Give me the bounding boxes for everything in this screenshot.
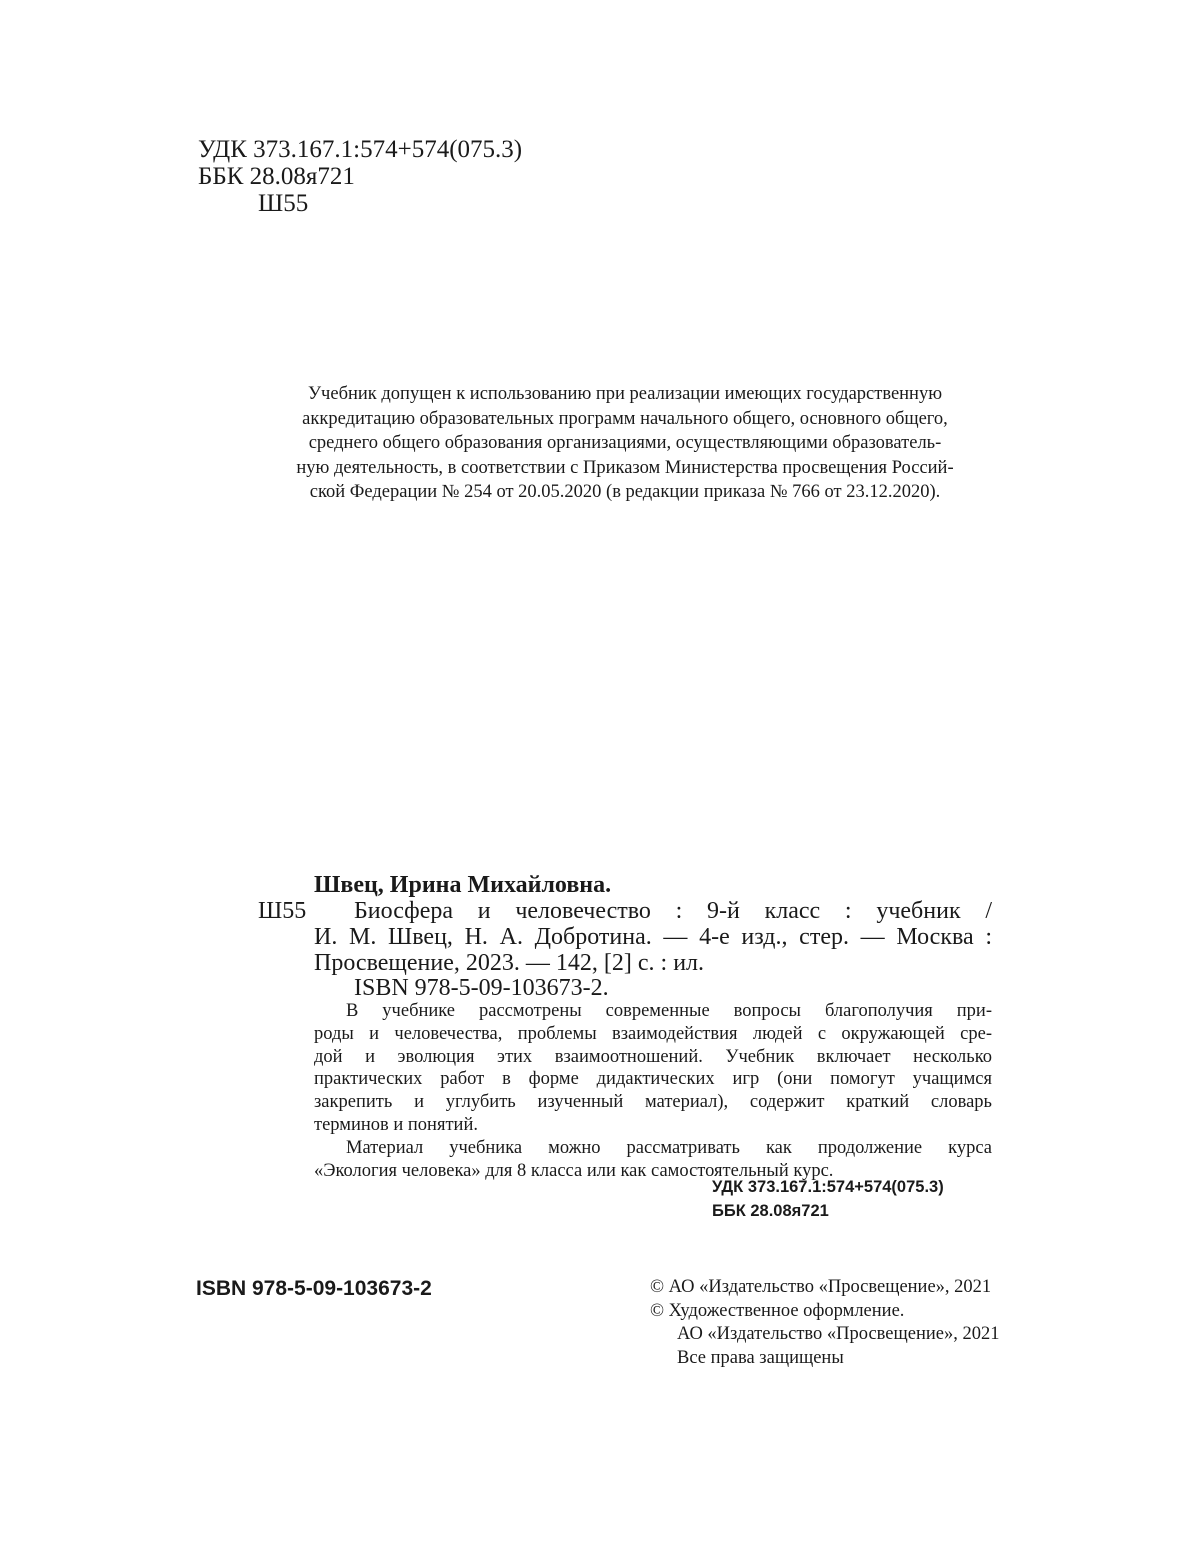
author-mark: Ш55: [258, 190, 309, 217]
annotation-line: практических работ в форме дидактических игр (они помогут учащимся: [314, 1069, 992, 1090]
record-isbn: ISBN 978-5-09-103673-2.: [354, 975, 609, 1001]
record-udc: УДК 373.167.1:574+574(075.3): [712, 1178, 944, 1196]
copyright-line: © АО «Издательство «Просвещение», 2021: [650, 1277, 992, 1297]
annotation-line: Материал учебника можно рассматривать как продолжение курса: [346, 1137, 992, 1158]
footer-isbn: ISBN 978-5-09-103673-2: [196, 1277, 432, 1300]
copyright-block: [650, 1276, 1000, 1370]
approval-line: ской Федерации № 254 от 20.05.2020 (в редакции приказа № 766 от 23.12.2020).: [309, 482, 941, 502]
approval-notice: [230, 382, 1020, 505]
udc-code: УДК 373.167.1:574+574(075.3): [198, 136, 523, 163]
record-mark: Ш55: [258, 898, 307, 924]
record-title-line: Просвещение, 2023. — 142, [2] с. : ил.: [314, 950, 705, 976]
copyright-line: © Художественное оформление.: [650, 1300, 905, 1321]
annotation-line: дой и эволюция этих взаимоотношений. Учебник включает несколько: [314, 1046, 992, 1067]
annotation-line: закрепить и углубить изученный материал), содержит краткий словарь: [314, 1092, 992, 1113]
approval-line: ную деятельность, в соответствии с Приказом Министерства просвещения Россий-: [296, 457, 954, 478]
approval-line: среднего общего образования организациями, осуществляющими образователь-: [308, 433, 942, 453]
approval-line: аккредитацию образовательных программ начального общего, основного общего,: [302, 408, 948, 429]
copyright-line: Все права защищены: [677, 1347, 844, 1368]
record-author: Швец, Ирина Михайловна.: [314, 872, 612, 898]
record-annotation: [314, 1000, 992, 1182]
annotation-line: В учебнике рассмотрены современные вопросы благополучия при-: [346, 1001, 992, 1021]
record-bbk: ББК 28.08я721: [712, 1202, 829, 1220]
annotation-line: терминов и понятий.: [314, 1114, 478, 1135]
copyright-line: АО «Издательство «Просвещение», 2021: [677, 1324, 1000, 1344]
annotation-line: «Экология человека» для 8 класса или как самостоятельный курс.: [314, 1160, 834, 1181]
bbk-code: ББК 28.08я721: [198, 163, 355, 190]
record-title-line: И. М. Швец, Н. А. Добротина. — 4-е изд., стер. — Москва :: [314, 924, 992, 950]
record-title-line: Биосфера и человечество : 9-й класс : учебник /: [354, 898, 992, 924]
approval-line: Учебник допущен к использованию при реализации имеющих государственную: [307, 384, 943, 404]
annotation-line: роды и человечества, проблемы взаимодействия людей с окружающей сре-: [314, 1023, 992, 1044]
